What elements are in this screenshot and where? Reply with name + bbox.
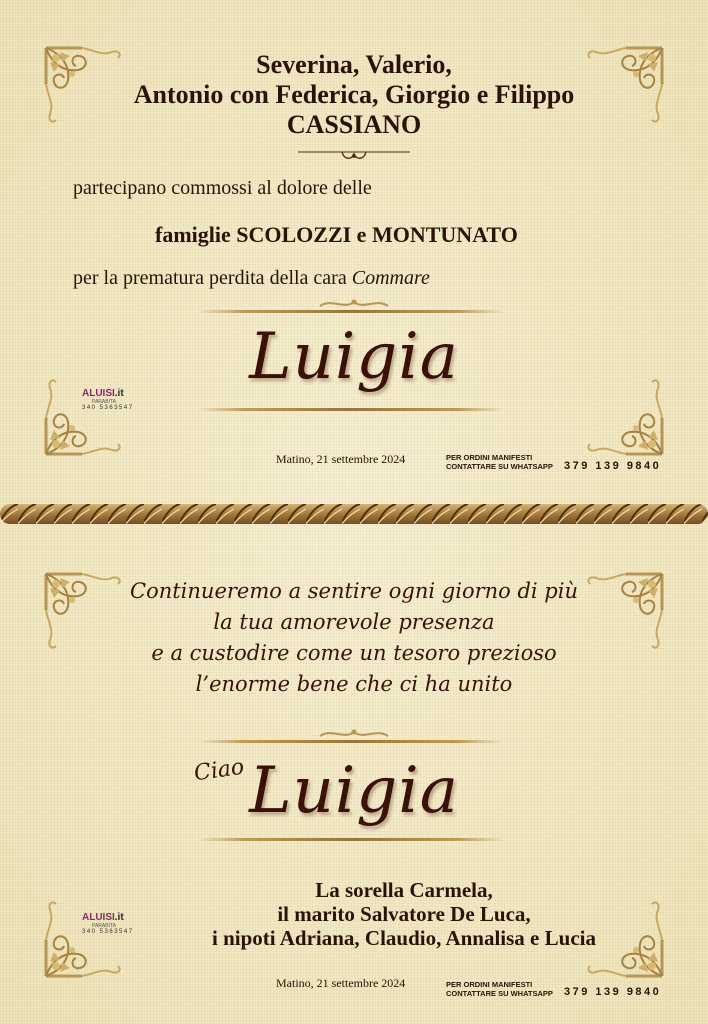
gold-rule: [198, 740, 504, 743]
quote-line-4: l’enorme bene che ci ha unito: [195, 672, 513, 696]
ciao-word: Ciao: [192, 754, 246, 787]
gold-rope-divider-icon: [0, 500, 708, 528]
brand-suffix: .it: [114, 912, 124, 923]
gold-rule: [198, 408, 504, 411]
family-signatures: [184, 878, 624, 950]
family-line-3: i nipoti Adriana, Claudio, Annalisa e Lucia: [212, 926, 596, 950]
brand-tel: 340 5363547: [82, 405, 134, 411]
names-line-2: Antonio con Federica, Giorgio e Filippo: [133, 80, 575, 109]
names-line-1: Severina, Valerio,: [256, 50, 452, 79]
brand-sub: PARABITA: [92, 923, 116, 929]
memorial-quote: [0, 576, 708, 700]
corner-ornament-icon: [42, 896, 126, 980]
deceased-name: Luigia: [249, 320, 459, 394]
quote-line-3: e a custodire come un tesoro prezioso: [151, 641, 557, 665]
bottom-notice: [0, 540, 708, 1024]
relation: Commare: [351, 267, 430, 289]
divider-flourish-icon: [298, 144, 410, 164]
participation-line: partecipano commossi al dolore delle: [73, 177, 372, 199]
families-line: famiglie SCOLOZZI e MONTUNATO: [155, 222, 518, 247]
order-line-2: CONTATTARE SU WHATSAPP: [446, 989, 553, 998]
brand-suffix: .it: [114, 388, 124, 399]
gold-rule: [198, 310, 504, 313]
loss-line: [73, 267, 430, 290]
quote-line-1: Continueremo a sentire ogni giorno di più: [130, 579, 578, 603]
whatsapp-phone: 379 139 9840: [564, 460, 662, 472]
brand-tel: 340 5363547: [82, 929, 134, 935]
gold-rule: [198, 838, 504, 841]
brand-name: [82, 388, 134, 399]
mourners-names: [0, 50, 708, 140]
order-line-1: PER ORDINI MANIFESTI: [446, 980, 533, 989]
brand-name: [82, 912, 134, 923]
brand-logo: [82, 388, 134, 411]
date-line: Matino, 21 settembre 2024: [276, 452, 406, 466]
order-info: [446, 980, 553, 998]
deceased-name: Luigia: [249, 754, 459, 828]
surname: CASSIANO: [286, 110, 422, 139]
quote-line-2: la tua amorevole presenza: [213, 610, 495, 634]
order-line-2: CONTATTARE SU WHATSAPP: [446, 462, 553, 471]
family-line-1: La sorella Carmela,: [315, 878, 493, 902]
loss-text: per la prematura perdita della cara: [73, 267, 352, 289]
whatsapp-phone: 379 139 9840: [564, 986, 662, 998]
order-info: [446, 453, 553, 471]
brand-prefix: ALUISI: [82, 912, 115, 923]
brand-prefix: ALUISI: [82, 388, 115, 399]
brand-sub: PARABITA: [92, 399, 116, 405]
brand-logo: [82, 912, 134, 935]
order-line-1: PER ORDINI MANIFESTI: [446, 453, 533, 462]
family-line-2: il marito Salvatore De Luca,: [277, 902, 531, 926]
date-line: Matino, 21 settembre 2024: [276, 976, 406, 990]
top-notice: [0, 0, 708, 496]
